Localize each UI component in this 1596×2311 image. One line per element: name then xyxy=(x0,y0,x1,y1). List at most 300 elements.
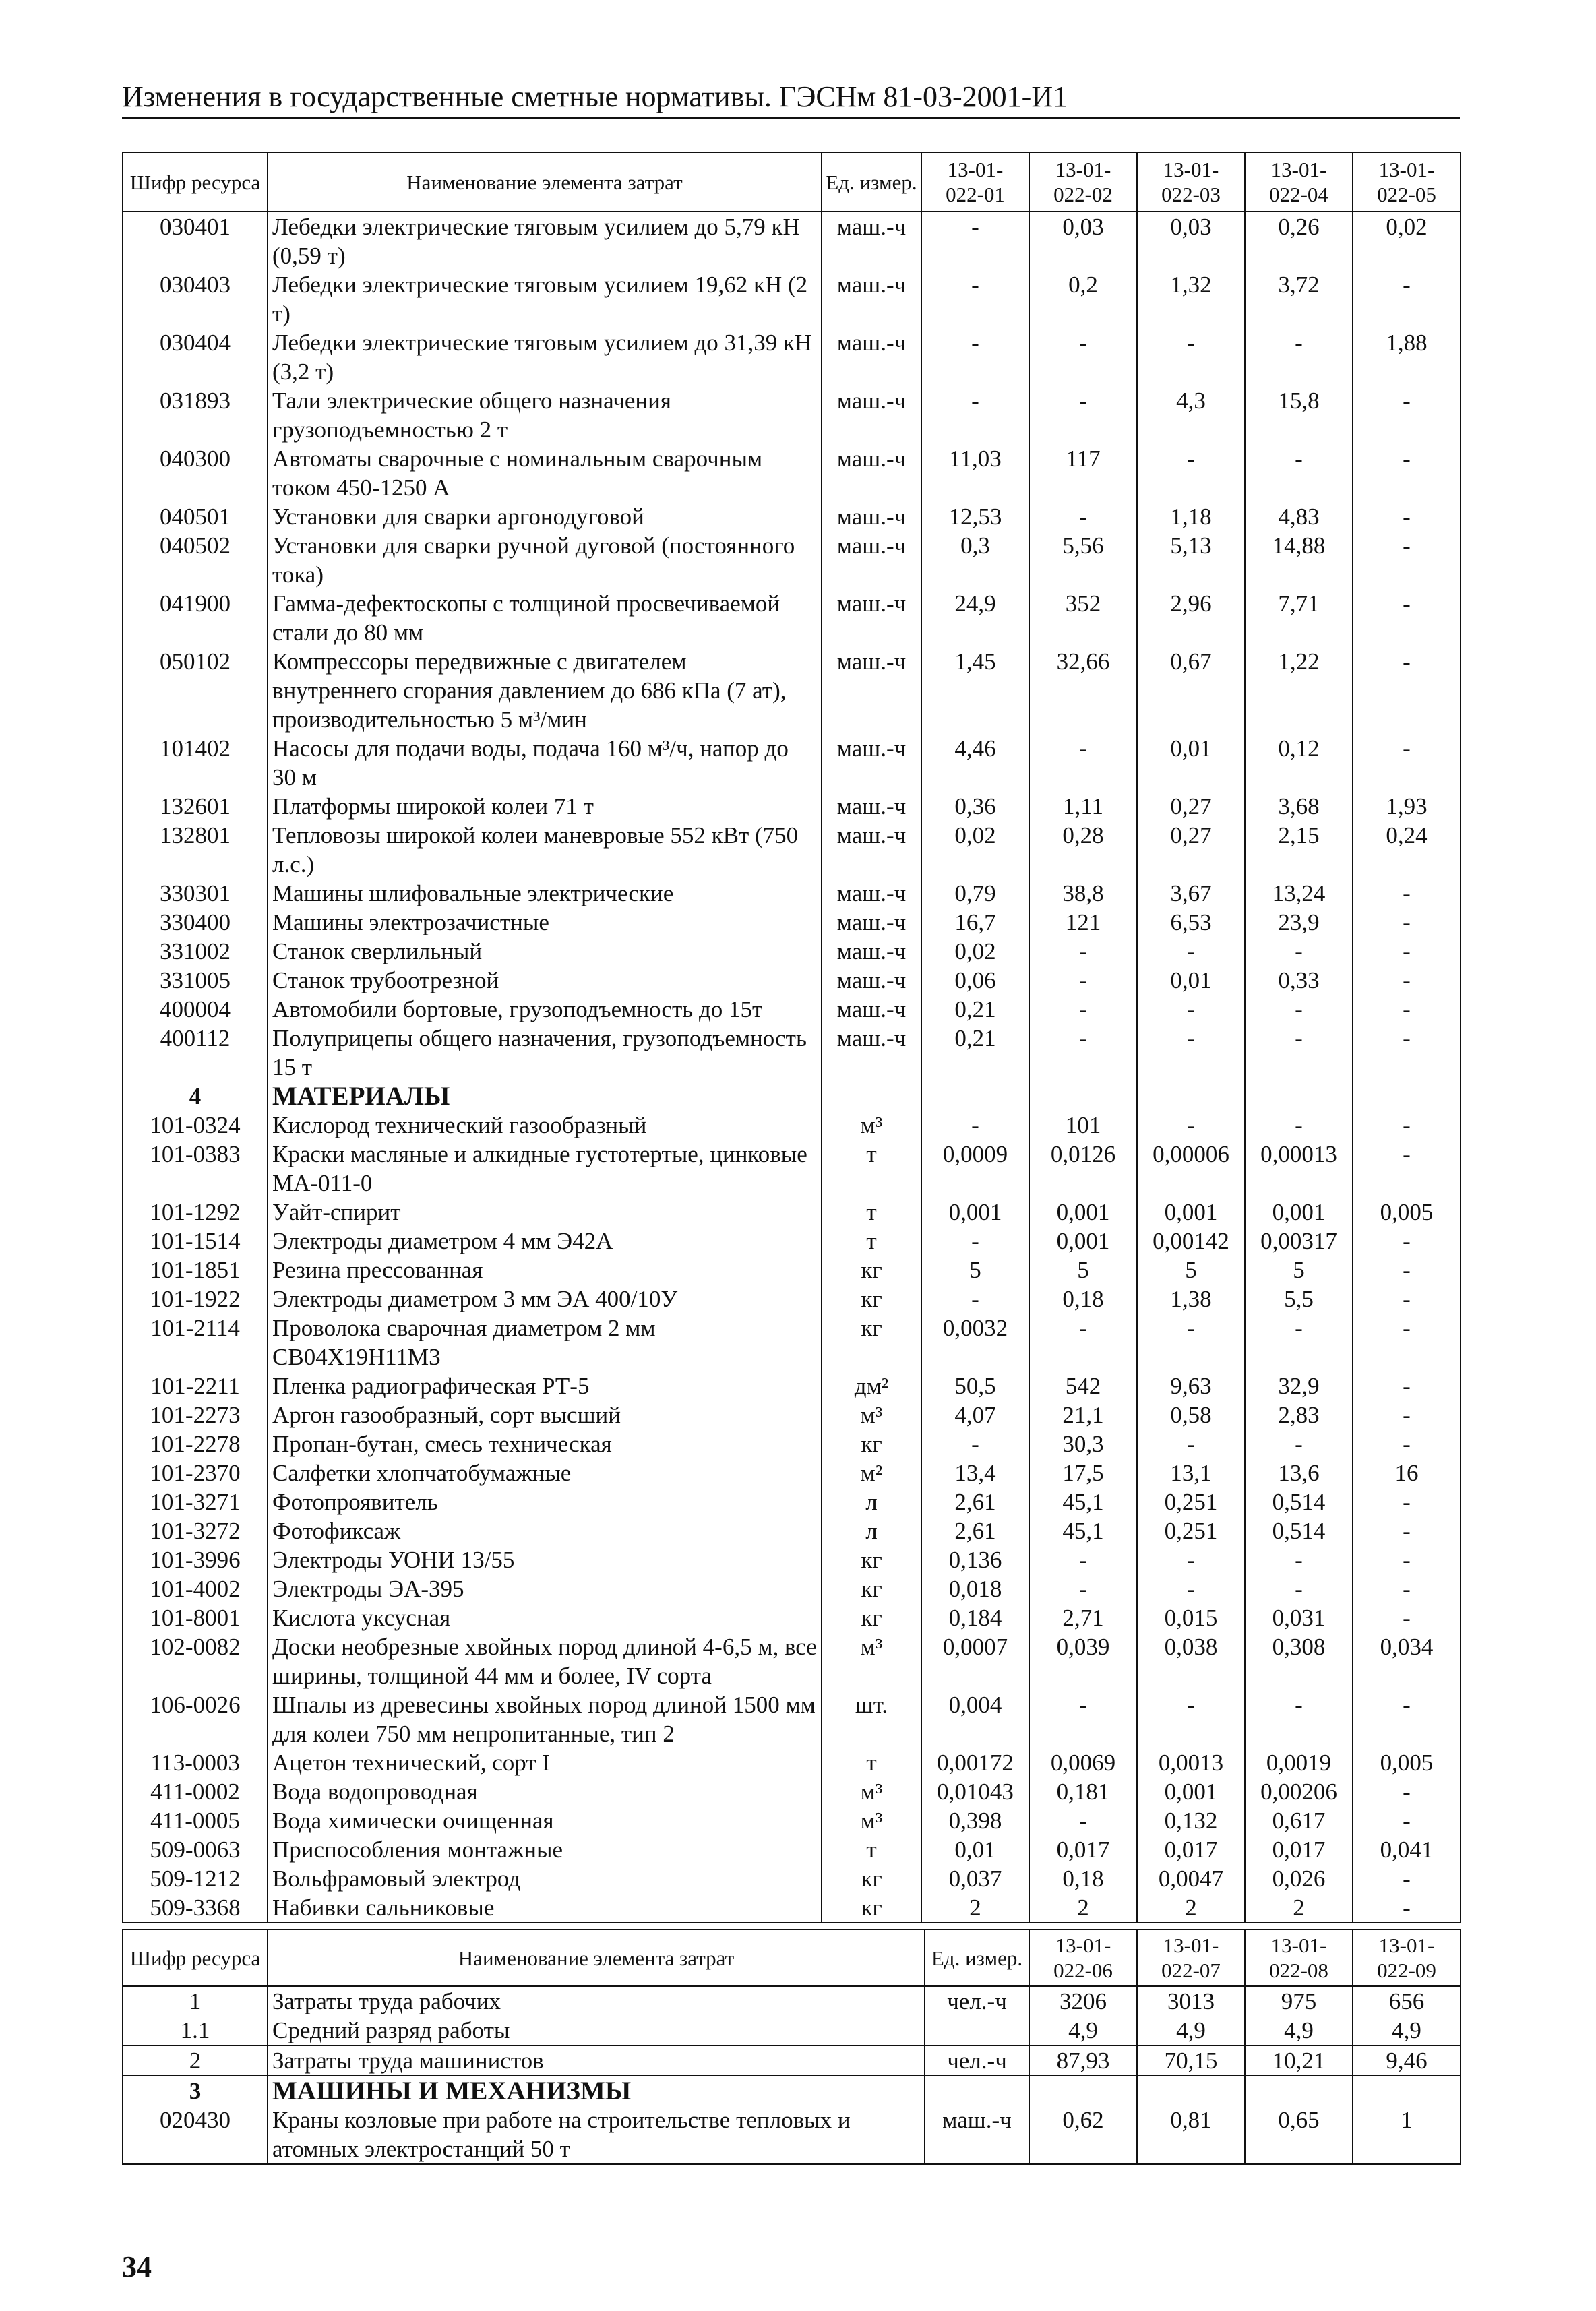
norm-value: 11,03 xyxy=(921,444,1029,502)
norm-value: - xyxy=(1353,1487,1461,1516)
column-header: Наименование элемента затрат xyxy=(268,1930,925,1986)
cost-element-name: Приспособления монтажные xyxy=(268,1835,822,1864)
cost-element-name: Вода химически очищенная xyxy=(268,1806,822,1835)
norm-value: 2,96 xyxy=(1137,589,1245,647)
table-row xyxy=(123,1690,1461,1748)
resource-code: 132801 xyxy=(123,821,268,879)
cost-element-name: МАТЕРИАЛЫ xyxy=(268,1082,822,1111)
unit-of-measure: маш.-ч xyxy=(822,212,921,270)
norm-value: - xyxy=(1245,1574,1353,1603)
norm-value: - xyxy=(1137,328,1245,386)
norm-value: 30,3 xyxy=(1029,1429,1137,1458)
norm-value: - xyxy=(1353,1603,1461,1632)
norm-value: - xyxy=(1137,1429,1245,1458)
norm-value: 3206 xyxy=(1029,1986,1137,2016)
norm-value: 101 xyxy=(1029,1111,1137,1140)
norm-value: 1,38 xyxy=(1137,1285,1245,1314)
norm-value: - xyxy=(1353,1429,1461,1458)
norm-value: 0,617 xyxy=(1245,1806,1353,1835)
norm-value: 0,01 xyxy=(921,1835,1029,1864)
norm-value: - xyxy=(1353,1024,1461,1082)
unit-of-measure: маш.-ч xyxy=(822,270,921,328)
norm-value: 0,00006 xyxy=(1137,1140,1245,1198)
unit-of-measure: маш.-ч xyxy=(822,386,921,444)
norm-value: 4,9 xyxy=(1137,2016,1245,2045)
norm-value: 0,12 xyxy=(1245,734,1353,792)
norm-value: 9,46 xyxy=(1353,2045,1461,2076)
column-header: 13-01- 022-06 xyxy=(1029,1930,1137,1986)
norm-value: 4,46 xyxy=(921,734,1029,792)
cost-element-name: Машины шлифовальные электрические xyxy=(268,879,822,908)
norm-value: - xyxy=(1029,1806,1137,1835)
norm-value: 7,71 xyxy=(1245,589,1353,647)
norm-value: - xyxy=(921,270,1029,328)
resource-code: 331002 xyxy=(123,937,268,966)
unit-of-measure: м³ xyxy=(822,1400,921,1429)
norm-value: 0,514 xyxy=(1245,1516,1353,1545)
cost-element-name: Гамма-дефектоскопы с толщиной просвечиваемой стали до 80 мм xyxy=(268,589,822,647)
norm-value: 1,45 xyxy=(921,647,1029,734)
norm-value: 0,2 xyxy=(1029,270,1137,328)
cost-element-name: Краски масляные и алкидные густотертые, цинковые МА-011-0 xyxy=(268,1140,822,1198)
unit-of-measure: кг xyxy=(822,1285,921,1314)
norm-value: 45,1 xyxy=(1029,1516,1137,1545)
norm-value: 13,4 xyxy=(921,1458,1029,1487)
norm-value: 13,6 xyxy=(1245,1458,1353,1487)
norm-value: 0,21 xyxy=(921,995,1029,1024)
norm-value xyxy=(1245,2076,1353,2105)
unit-of-measure: дм² xyxy=(822,1372,921,1400)
resource-code: 050102 xyxy=(123,647,268,734)
unit-of-measure: маш.-ч xyxy=(822,908,921,937)
table-row xyxy=(123,734,1461,792)
norm-value: - xyxy=(1137,1314,1245,1372)
norm-value: - xyxy=(1029,1574,1137,1603)
norm-value: 2 xyxy=(1245,1893,1353,1923)
norm-value: 5,56 xyxy=(1029,531,1137,589)
norm-value: 4,9 xyxy=(1353,2016,1461,2045)
norm-value: 10,21 xyxy=(1245,2045,1353,2076)
cost-element-name: Машины электрозачистные xyxy=(268,908,822,937)
norm-value: 15,8 xyxy=(1245,386,1353,444)
unit-of-measure: кг xyxy=(822,1545,921,1574)
norm-value: - xyxy=(1353,386,1461,444)
unit-of-measure: маш.-ч xyxy=(822,1024,921,1082)
norm-value: - xyxy=(1137,1111,1245,1140)
unit-of-measure: т xyxy=(822,1835,921,1864)
norm-value xyxy=(921,1082,1029,1111)
norm-value: - xyxy=(1353,1314,1461,1372)
norm-value: - xyxy=(921,212,1029,270)
norm-value: 0,00013 xyxy=(1245,1140,1353,1198)
norm-value: 0,33 xyxy=(1245,966,1353,995)
norm-value: 5 xyxy=(921,1256,1029,1285)
resource-code: 101-2278 xyxy=(123,1429,268,1458)
norm-value: 0,017 xyxy=(1029,1835,1137,1864)
table-row xyxy=(123,1777,1461,1806)
resource-code: 509-3368 xyxy=(123,1893,268,1923)
resource-code: 509-0063 xyxy=(123,1835,268,1864)
table-row xyxy=(123,1806,1461,1835)
norm-value: 4,07 xyxy=(921,1400,1029,1429)
norm-value: - xyxy=(1353,1806,1461,1835)
norm-value: 70,15 xyxy=(1137,2045,1245,2076)
norm-value: - xyxy=(1353,1400,1461,1429)
unit-of-measure: кг xyxy=(822,1864,921,1893)
norm-value: 0,28 xyxy=(1029,821,1137,879)
norm-value: 0,308 xyxy=(1245,1632,1353,1690)
norm-value: 3013 xyxy=(1137,1986,1245,2016)
norm-value: - xyxy=(1137,937,1245,966)
norm-value: - xyxy=(1245,937,1353,966)
norm-value: 0,00206 xyxy=(1245,1777,1353,1806)
table-row xyxy=(123,1545,1461,1574)
page-number: 34 xyxy=(122,2250,152,2283)
cost-element-name: Вода водопроводная xyxy=(268,1777,822,1806)
table-row xyxy=(123,1140,1461,1198)
column-header: Ед. измер. xyxy=(925,1930,1029,1986)
resource-code: 411-0005 xyxy=(123,1806,268,1835)
norm-value: 0,18 xyxy=(1029,1285,1137,1314)
cost-element-name: Проволока сварочная диаметром 2 мм СВ04Х19Н11М3 xyxy=(268,1314,822,1372)
cost-element-name: Лебедки электрические тяговым усилием 19,62 кН (2 т) xyxy=(268,270,822,328)
norm-value: 0,181 xyxy=(1029,1777,1137,1806)
norm-value: 38,8 xyxy=(1029,879,1137,908)
norm-value: 0,06 xyxy=(921,966,1029,995)
resource-code: 400112 xyxy=(123,1024,268,1082)
norm-value xyxy=(1353,2076,1461,2105)
cost-element-name: Компрессоры передвижные с двигателем внутреннего сгорания давлением до 686 кПа (7 ат), производительностью 5 м³/мин xyxy=(268,647,822,734)
norm-value: 3,68 xyxy=(1245,792,1353,821)
resource-code: 030401 xyxy=(123,212,268,270)
section-row xyxy=(123,2076,1461,2105)
norm-value: 2,15 xyxy=(1245,821,1353,879)
norm-value: 6,53 xyxy=(1137,908,1245,937)
resource-code: 101-2370 xyxy=(123,1458,268,1487)
column-header: 13-01- 022-05 xyxy=(1353,152,1461,212)
table-row xyxy=(123,821,1461,879)
table-row xyxy=(123,1986,1461,2016)
norm-value: 117 xyxy=(1029,444,1137,502)
norm-value: - xyxy=(1353,589,1461,647)
cost-element-name: Фотофиксаж xyxy=(268,1516,822,1545)
table-1-header xyxy=(123,152,1461,212)
cost-element-name: Насосы для подачи воды, подача 160 м³/ч, напор до 30 м xyxy=(268,734,822,792)
norm-value: 4,3 xyxy=(1137,386,1245,444)
cost-element-name: Тали электрические общего назначения грузоподъемностью 2 т xyxy=(268,386,822,444)
unit-of-measure: м³ xyxy=(822,1777,921,1806)
cost-element-name: Установки для сварки аргонодуговой xyxy=(268,502,822,531)
table-1-body xyxy=(123,212,1461,1923)
unit-of-measure: маш.-ч xyxy=(822,821,921,879)
cost-element-name: Электроды ЭА-395 xyxy=(268,1574,822,1603)
norm-value: - xyxy=(1353,734,1461,792)
norm-value: - xyxy=(921,1111,1029,1140)
table-row xyxy=(123,1603,1461,1632)
document-header: Изменения в государственные сметные нормативы. ГЭСНм 81-03-2001-И1 xyxy=(122,80,1068,113)
table-row xyxy=(123,1285,1461,1314)
norm-value: 32,66 xyxy=(1029,647,1137,734)
cost-element-name: Шпалы из древесины хвойных пород длиной 1500 мм для колеи 750 мм непропитанные, тип 2 xyxy=(268,1690,822,1748)
norm-value: - xyxy=(921,328,1029,386)
norm-value: - xyxy=(1029,1690,1137,1748)
column-header: Ед. измер. xyxy=(822,152,921,212)
norm-value: - xyxy=(1029,995,1137,1024)
norm-value: - xyxy=(1245,1314,1353,1372)
table-2-body xyxy=(123,1986,1461,2164)
unit-of-measure: маш.-ч xyxy=(822,995,921,1024)
norm-value: 2 xyxy=(921,1893,1029,1923)
unit-of-measure: чел.-ч xyxy=(925,1986,1029,2016)
table-row xyxy=(123,2045,1461,2076)
norm-value: 0,00172 xyxy=(921,1748,1029,1777)
norm-value: 1,22 xyxy=(1245,647,1353,734)
cost-element-name: Электроды УОНИ 13/55 xyxy=(268,1545,822,1574)
resource-code: 102-0082 xyxy=(123,1632,268,1690)
unit-of-measure: кг xyxy=(822,1429,921,1458)
cost-element-name: Тепловозы широкой колеи маневровые 552 кВт (750 л.с.) xyxy=(268,821,822,879)
unit-of-measure: маш.-ч xyxy=(822,966,921,995)
norm-value: - xyxy=(1353,937,1461,966)
unit-of-measure: м³ xyxy=(822,1632,921,1690)
cost-element-name: Кислород технический газообразный xyxy=(268,1111,822,1140)
resource-code: 101-2211 xyxy=(123,1372,268,1400)
column-header: 13-01- 022-03 xyxy=(1137,152,1245,212)
table-row xyxy=(123,328,1461,386)
norm-value: 0,27 xyxy=(1137,792,1245,821)
column-header: 13-01- 022-07 xyxy=(1137,1930,1245,1986)
section-row xyxy=(123,1082,1461,1111)
norm-value: - xyxy=(1029,328,1137,386)
cost-element-name: Станок трубоотрезной xyxy=(268,966,822,995)
norm-value xyxy=(1245,1082,1353,1111)
cost-element-name: Доски необрезные хвойных пород длиной 4-6,5 м, все ширины, толщиной 44 мм и более, IV сорта xyxy=(268,1632,822,1690)
table-row xyxy=(123,2016,1461,2045)
cost-element-name: Уайт-спирит xyxy=(268,1198,822,1227)
norm-value: 2 xyxy=(1137,1893,1245,1923)
norm-value: 0,03 xyxy=(1137,212,1245,270)
table-row xyxy=(123,1516,1461,1545)
cost-element-name: Фотопроявитель xyxy=(268,1487,822,1516)
resource-code: 101-2273 xyxy=(123,1400,268,1429)
norm-value: 0,005 xyxy=(1353,1748,1461,1777)
norm-value: - xyxy=(1029,966,1137,995)
norm-value: 0,27 xyxy=(1137,821,1245,879)
norm-value: - xyxy=(1353,879,1461,908)
norm-value xyxy=(1029,2076,1137,2105)
norm-value: 0,0126 xyxy=(1029,1140,1137,1198)
table-header-row xyxy=(123,152,1461,212)
resource-code: 101-3272 xyxy=(123,1516,268,1545)
table-2-header xyxy=(123,1930,1461,1986)
norm-value: 45,1 xyxy=(1029,1487,1137,1516)
norm-value: 4,83 xyxy=(1245,502,1353,531)
resource-table-1 xyxy=(122,152,1461,1923)
norm-value: - xyxy=(1137,995,1245,1024)
unit-of-measure: кг xyxy=(822,1893,921,1923)
norm-value: 0,001 xyxy=(1029,1198,1137,1227)
norm-value: 5 xyxy=(1137,1256,1245,1285)
norm-value: 0,184 xyxy=(921,1603,1029,1632)
cost-element-name: Пленка радиографическая РТ-5 xyxy=(268,1372,822,1400)
resource-code: 101-3271 xyxy=(123,1487,268,1516)
table-row xyxy=(123,1487,1461,1516)
norm-value: - xyxy=(1245,1429,1353,1458)
norm-value: 0,18 xyxy=(1029,1864,1137,1893)
unit-of-measure: маш.-ч xyxy=(822,879,921,908)
resource-code: 101-0383 xyxy=(123,1140,268,1198)
cost-element-name: Салфетки хлопчатобумажные xyxy=(268,1458,822,1487)
norm-value: 0,026 xyxy=(1245,1864,1353,1893)
resource-code: 411-0002 xyxy=(123,1777,268,1806)
table-row xyxy=(123,1227,1461,1256)
norm-value: 0,034 xyxy=(1353,1632,1461,1690)
norm-value: 0,004 xyxy=(921,1690,1029,1748)
norm-value: - xyxy=(1353,1111,1461,1140)
norm-value: 0,031 xyxy=(1245,1603,1353,1632)
norm-value: - xyxy=(1245,995,1353,1024)
norm-value: 0,62 xyxy=(1029,2105,1137,2164)
norm-value: 0,02 xyxy=(921,821,1029,879)
resource-code: 101-1292 xyxy=(123,1198,268,1227)
norm-value: 0,01 xyxy=(1137,734,1245,792)
norm-value: 21,1 xyxy=(1029,1400,1137,1429)
norm-value: 121 xyxy=(1029,908,1137,937)
norm-value: - xyxy=(921,386,1029,444)
norm-value: 0,001 xyxy=(1137,1198,1245,1227)
norm-value: - xyxy=(1353,1227,1461,1256)
table-row xyxy=(123,2105,1461,2164)
resource-code: 040502 xyxy=(123,531,268,589)
table-row xyxy=(123,1429,1461,1458)
resource-code: 101-1851 xyxy=(123,1256,268,1285)
norm-value: - xyxy=(1353,270,1461,328)
table-row xyxy=(123,792,1461,821)
norm-value: 5 xyxy=(1029,1256,1137,1285)
table-row xyxy=(123,270,1461,328)
norm-value: - xyxy=(1245,1545,1353,1574)
norm-value: 0,251 xyxy=(1137,1516,1245,1545)
unit-of-measure: шт. xyxy=(822,1690,921,1748)
norm-value: 542 xyxy=(1029,1372,1137,1400)
table-row xyxy=(123,531,1461,589)
norm-value: 32,9 xyxy=(1245,1372,1353,1400)
unit-of-measure: маш.-ч xyxy=(822,328,921,386)
norm-value: 3,72 xyxy=(1245,270,1353,328)
table-row xyxy=(123,1632,1461,1690)
table-row xyxy=(123,966,1461,995)
norm-value: 0,005 xyxy=(1353,1198,1461,1227)
norm-value: 13,24 xyxy=(1245,879,1353,908)
norm-value: 1,18 xyxy=(1137,502,1245,531)
norm-value: - xyxy=(1029,937,1137,966)
table-row xyxy=(123,879,1461,908)
norm-value: - xyxy=(1245,1024,1353,1082)
norm-value: 0,00142 xyxy=(1137,1227,1245,1256)
norm-value: 0,001 xyxy=(1245,1198,1353,1227)
unit-of-measure: м² xyxy=(822,1458,921,1487)
resource-code: 101-4002 xyxy=(123,1574,268,1603)
norm-value: 0,001 xyxy=(1029,1227,1137,1256)
norm-value: - xyxy=(1029,386,1137,444)
unit-of-measure: кг xyxy=(822,1256,921,1285)
norm-value: 0,001 xyxy=(1137,1777,1245,1806)
norm-value: - xyxy=(1353,966,1461,995)
unit-of-measure: маш.-ч xyxy=(822,937,921,966)
norm-value: 0,017 xyxy=(1137,1835,1245,1864)
norm-value: 23,9 xyxy=(1245,908,1353,937)
norm-value: 2,83 xyxy=(1245,1400,1353,1429)
norm-value: 0,398 xyxy=(921,1806,1029,1835)
norm-value: - xyxy=(1245,328,1353,386)
norm-value: 50,5 xyxy=(921,1372,1029,1400)
norm-value xyxy=(1137,1082,1245,1111)
resource-code: 101-0324 xyxy=(123,1111,268,1140)
norm-value: 0,0009 xyxy=(921,1140,1029,1198)
norm-value: - xyxy=(1353,444,1461,502)
resource-code: 113-0003 xyxy=(123,1748,268,1777)
norm-value: - xyxy=(1137,1690,1245,1748)
norm-value: - xyxy=(921,1429,1029,1458)
cost-element-name: Вольфрамовый электрод xyxy=(268,1864,822,1893)
unit-of-measure: маш.-ч xyxy=(822,734,921,792)
column-header: Наименование элемента затрат xyxy=(268,152,822,212)
norm-value: 2,61 xyxy=(921,1516,1029,1545)
resource-table-2 xyxy=(122,1929,1461,2165)
norm-value: - xyxy=(1353,1864,1461,1893)
norm-value: - xyxy=(1029,1314,1137,1372)
norm-value: 0,01043 xyxy=(921,1777,1029,1806)
unit-of-measure: т xyxy=(822,1140,921,1198)
table-row xyxy=(123,1893,1461,1923)
cost-element-name: МАШИНЫ И МЕХАНИЗМЫ xyxy=(268,2076,925,2105)
table-row xyxy=(123,647,1461,734)
norm-value: 1,32 xyxy=(1137,270,1245,328)
norm-value: 0,041 xyxy=(1353,1835,1461,1864)
norm-value: 0,0013 xyxy=(1137,1748,1245,1777)
column-header: 13-01- 022-02 xyxy=(1029,152,1137,212)
norm-value: 0,02 xyxy=(1353,212,1461,270)
unit-of-measure: маш.-ч xyxy=(822,444,921,502)
norm-value: - xyxy=(1029,1545,1137,1574)
resource-code: 4 xyxy=(123,1082,268,1111)
resource-code: 3 xyxy=(123,2076,268,2105)
norm-value: - xyxy=(1029,502,1137,531)
column-header: 13-01- 022-09 xyxy=(1353,1930,1461,1986)
norm-value: - xyxy=(1353,502,1461,531)
cost-element-name: Лебедки электрические тяговым усилием до 31,39 кН (3,2 т) xyxy=(268,328,822,386)
table-row xyxy=(123,589,1461,647)
resource-code: 132601 xyxy=(123,792,268,821)
norm-value: 1,11 xyxy=(1029,792,1137,821)
table-row xyxy=(123,1748,1461,1777)
unit-of-measure: м³ xyxy=(822,1111,921,1140)
norm-value: 0,02 xyxy=(921,937,1029,966)
table-row xyxy=(123,1574,1461,1603)
norm-value: 352 xyxy=(1029,589,1137,647)
resource-code: 101-3996 xyxy=(123,1545,268,1574)
resource-code: 040300 xyxy=(123,444,268,502)
cost-element-name: Лебедки электрические тяговым усилием до 5,79 кН (0,59 т) xyxy=(268,212,822,270)
norm-value: 0,00317 xyxy=(1245,1227,1353,1256)
norm-value: - xyxy=(1137,444,1245,502)
unit-of-measure: т xyxy=(822,1748,921,1777)
norm-value xyxy=(1137,2076,1245,2105)
norm-value: 0,136 xyxy=(921,1545,1029,1574)
table-row xyxy=(123,1835,1461,1864)
table-row xyxy=(123,1864,1461,1893)
norm-value: 5 xyxy=(1245,1256,1353,1285)
